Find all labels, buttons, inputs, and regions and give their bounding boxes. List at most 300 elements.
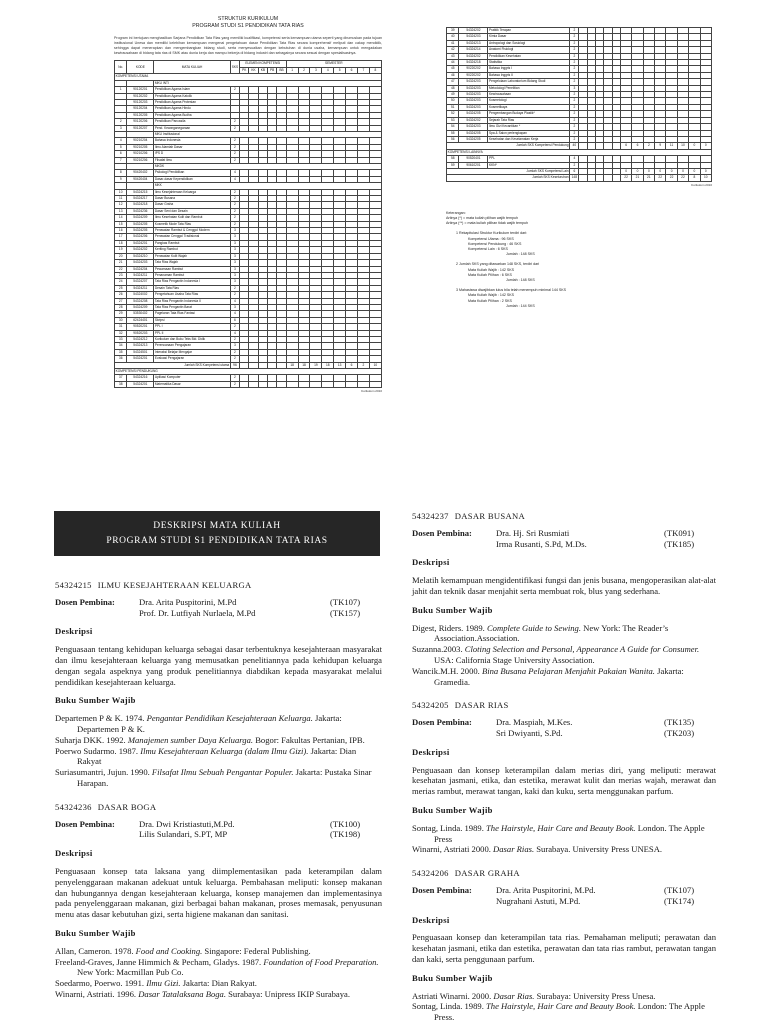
- row-no: 47: [447, 79, 459, 85]
- row-no: 2: [115, 119, 127, 125]
- row-sks: 3: [230, 272, 239, 278]
- summary-semester-total: 18: [286, 362, 298, 368]
- course-54324205: [412, 700, 716, 855]
- course-description: Penguasaan dan konsep keterampilan dalam merias diri, yang meliputi: merawat kesehatan jasmani, etika, dan estetika, merawat kulit dan merias wajah, merawat dan merias rambut, merawat tangan, kaki dan kuku, serta menggunakan parfum.: [412, 764, 716, 797]
- course-lecturers: Dosen Pembina: Dra. Hj. Sri Rusmiati (TK091) Irma Rusanti, S.Pd, M.Ds. (TK185): [412, 527, 695, 549]
- reference-item: Winarni, Astriati 2000. Dasar Rias. Surabaya. University Press UNESA.: [412, 844, 663, 855]
- row-kode: 54324202: [459, 28, 488, 34]
- row-no: 46: [447, 72, 459, 78]
- row-kode: 54324208: [127, 298, 154, 304]
- row-no: 50: [447, 98, 459, 104]
- reference-item: Poerwo Sudarmo. 1987. Ilmu Kesejahteraan Keluarga (dalam Ilmu Gizi). Jakarta: Dian Rakyat: [55, 745, 357, 767]
- row-sks: 3: [230, 343, 239, 349]
- grid-cell: [357, 381, 369, 387]
- row-sks: 6: [230, 317, 239, 323]
- reference-item: Soedarmo, Poerwo. 1991. Ilmu Gizi. Jakarta: Dian Rakyat.: [55, 978, 257, 989]
- summary-sks: 6: [570, 168, 579, 174]
- row-sks: 2: [570, 72, 579, 78]
- sem-2: 2: [298, 67, 310, 74]
- reference-item: Winarni, Astriati. 1996. Dasar Tatalaksana Boga. Surabaya: Unipress IKIP Surabaya.: [55, 988, 351, 999]
- row-mata-kuliah: Tata Rias Pengantin Indonesia I: [154, 279, 231, 285]
- course-description: Melatih kemampuan mengidentifikasi fungsi dan jenis busana, mengoperasikan alat-alat jahit dan teknik dasar menjahit serta membuat rok, blus yang sederhana.: [412, 575, 716, 596]
- sem-8: 8: [369, 67, 381, 74]
- sem-5: 5: [334, 67, 346, 74]
- row-mata-kuliah: Perawatan Cenggol Tradisional: [154, 234, 231, 240]
- row-no: 6: [115, 151, 127, 157]
- buku-heading: Buku Sumber Wajib: [55, 695, 136, 706]
- row-kode: 90210206: [127, 151, 154, 157]
- row-sks: 2: [570, 47, 579, 53]
- row-kode: 90220202: [459, 72, 488, 78]
- row-sks: 3: [230, 304, 239, 310]
- grid-cell: [346, 381, 358, 387]
- row-no: 31: [115, 324, 127, 330]
- summary-semester-total: 22: [655, 175, 666, 181]
- row-sks: 2: [230, 215, 239, 221]
- row-kode: 54324201: [127, 381, 154, 387]
- row-kode: 90120201: [127, 87, 154, 93]
- description-column-right: [412, 511, 716, 1024]
- col-elemen: ELEMEN KOMPETENSI: [240, 61, 287, 68]
- sem-7: 7: [357, 67, 369, 74]
- row-sks: 2: [570, 111, 579, 117]
- buku-heading: Buku Sumber Wajib: [412, 804, 493, 815]
- summary-semester-total: 11: [666, 143, 677, 149]
- row-kode: 54324215: [127, 189, 154, 195]
- row-mata-kuliah: Desain Tata Rias: [154, 285, 231, 291]
- row-mata-kuliah: Pangkas Rambut: [154, 240, 231, 246]
- row-kode: 54324203: [127, 260, 154, 266]
- col-semester: SEMESTER: [286, 61, 381, 68]
- summary-sks: 148: [571, 175, 577, 180]
- row-mata-kuliah: Praktik Terapan: [488, 28, 570, 34]
- row-kode: 90120206: [127, 119, 154, 125]
- row-mata-kuliah: PPL II: [154, 330, 231, 336]
- curriculum-sheet-left: [114, 16, 382, 393]
- summary-semester-total: 0: [677, 168, 688, 174]
- row-kode: 54324202: [459, 53, 488, 59]
- row-no: 27: [115, 298, 127, 304]
- row-kode: 54324002: [127, 292, 154, 298]
- course-heading: 54324205 DASAR RIAS: [412, 700, 509, 711]
- row-mata-kuliah: Kosmetik Mode Tata Rias: [154, 221, 231, 227]
- course-lecturers: Dosen Pembina: Dra. Arita Puspitorini, M.Pd. (TK107) Nugrahani Astuti, M.Pd. (TK174): [412, 884, 695, 906]
- row-sks: 2: [230, 292, 239, 298]
- row-no: 28: [115, 304, 127, 310]
- group-mku-inti: MKU INTI: [154, 80, 382, 86]
- note-line: Jumlah : 148 SKS: [506, 252, 535, 257]
- reference-list: [55, 946, 382, 1000]
- row-no: 8: [115, 170, 127, 176]
- row-no: 39: [447, 28, 459, 34]
- row-no: 40: [447, 34, 459, 40]
- reference-item: Sontag, Linda. 1989. The Hairstyle, Hair Care and Beauty Book. London: The Apple Press.: [412, 1001, 705, 1023]
- summary-semester-total: 21: [643, 175, 654, 181]
- row-kode: 54324236: [127, 208, 154, 214]
- row-mata-kuliah: PPL I: [154, 324, 231, 330]
- note-line: Mata Kuliah Pilihan : 2 SKS: [468, 298, 512, 303]
- row-sks: 2: [570, 28, 579, 34]
- row-mata-kuliah: Skripsi: [154, 317, 231, 323]
- row-mata-kuliah: Ilmu Kesehatan Kulit dan Rambut: [154, 215, 231, 221]
- col-mata-kuliah: MATA KULIAH: [154, 61, 231, 74]
- note-line: Mata Kuliah Wajib : 142 SKS: [468, 267, 515, 272]
- row-mata-kuliah: Penanaman Rambut: [154, 272, 231, 278]
- note-line: Kompetensi Lain : 6 SKS: [468, 246, 508, 251]
- row-kode: 54324205: [127, 228, 154, 234]
- kurikulum-note-right: Kurikulum 2010: [691, 182, 712, 187]
- row-mata-kuliah: Perawatan Rambut & Cenggol Modern: [154, 228, 231, 234]
- row-kode: 90120204: [127, 106, 154, 112]
- row-mata-kuliah: Ilmu Gizi Kecantikan *: [488, 124, 570, 130]
- row-kode: 54324209: [127, 304, 154, 310]
- row-kode: 54324209: [127, 215, 154, 221]
- row-mata-kuliah: Kosmetikaya: [488, 104, 570, 110]
- row-no: 53: [447, 117, 459, 123]
- group-lain: KOMPETENSI LAINNYA: [447, 149, 712, 155]
- banner-subtitle: PROGRAM STUDI S1 PENDIDIKAN TATA RIAS: [106, 536, 328, 546]
- summary-semester-total: 18: [322, 362, 334, 368]
- reference-item: Suzanna.2003. Cloting Selection and Personal, Appearance A Guide for Consumer. USA: California Stage University Association.: [412, 644, 700, 665]
- summary-semester-total: 2: [643, 143, 654, 149]
- summary-sks: 96: [230, 362, 239, 368]
- row-sks: 2: [230, 157, 239, 163]
- course-54324237: [412, 511, 716, 687]
- row-no: 9: [115, 176, 127, 182]
- summary-semester-total: 6: [620, 143, 631, 149]
- row-mata-kuliah: Kesehatan dan Keselamatan Kerja: [488, 136, 570, 142]
- row-sks: 2: [570, 66, 579, 72]
- row-kode: 54324203: [459, 79, 488, 85]
- row-no: 41: [447, 40, 459, 46]
- row-no: 51: [447, 104, 459, 110]
- row-sks: 2: [230, 221, 239, 227]
- row-kode: 54324218: [459, 60, 488, 66]
- summary-sks: 40: [570, 143, 579, 149]
- course-description: Penguasaan konsep dan keterampilan tata rias. Pemahaman meliputi; perawatan dan kesehatan jasmani, etika dan estetika, perawatan dan tata rias rambut, perawatan tangan dan kaki, serta penggunaan parfum.: [412, 932, 716, 964]
- note-line: 2 Jumlah SKS yang ditawarkan 148 SKS, terdiri dari: [456, 262, 540, 267]
- reference-item: Suriasumantri, Jujun. 1990. Filsafat Ilmu Sebuah Pengantar Populer. Jakarta: Pustaka Sinar Harapan.: [55, 767, 372, 788]
- row-mata-kuliah: Filsafat Ilmu: [154, 157, 231, 163]
- row-sks: 2: [570, 40, 579, 46]
- summary-label: Jumlah SKS Kompetensi utama: [115, 362, 231, 368]
- group-mku-inst: MKU Institusional: [154, 131, 382, 137]
- row-kode: 54324213: [459, 40, 488, 46]
- row-mata-kuliah: Keriting Rambut: [154, 247, 231, 253]
- row-no: 37: [115, 375, 127, 381]
- el-kb: KB: [258, 67, 267, 74]
- buku-heading: Buku Sumber Wajib: [412, 972, 493, 983]
- deskripsi-heading: Deskripsi: [55, 626, 93, 637]
- row-mata-kuliah: Anatomi Fisiologi: [488, 47, 570, 53]
- row-mata-kuliah: Bahasa Inggris I: [488, 66, 570, 72]
- row-kode: 54324201: [127, 240, 154, 246]
- course-description: Penguasaan konsep tata laksana yang diimplementasikan pada keterampilan dalam penyelenggaraan makanan adekuat untuk keluarga. Pembahasan meliputi: konsep makanan dan hubungannya dengan kesejahteraan keluarga, konsep manajemen dan implementasinya pada penyelenggaraan makanan, gizi berbagai bahan makanan, proses memasak, penyusunan menu atas dasar kebutuhan gizi, serta higiene makanan dan sanitasi.: [55, 865, 382, 920]
- note-line: 1 Rekapitulasi Struktur Kurikulum terdiri dari:: [456, 231, 528, 236]
- row-mata-kuliah: Dasar-dasar Kependidikan: [154, 176, 231, 182]
- note-line: Mata Kuliah Wajib : 142 SKS: [468, 293, 515, 298]
- summary-semester-total: 0: [700, 143, 711, 149]
- row-no: 24: [115, 279, 127, 285]
- row-no: 32: [115, 330, 127, 336]
- summary-semester-total: 0: [689, 168, 700, 174]
- row-sks: 2: [230, 125, 239, 131]
- row-mata-kuliah: Tata Rias Wajah: [154, 260, 231, 266]
- row-sks: 2: [230, 151, 239, 157]
- grid-cell: [277, 381, 286, 387]
- summary-semester-total: 21: [632, 175, 643, 181]
- row-kode: 90520201: [127, 324, 154, 330]
- row-kode: 54324501: [127, 349, 154, 355]
- row-sks: 2: [230, 144, 239, 150]
- row-kode: 54324202: [459, 117, 488, 123]
- row-mata-kuliah: IPS D: [154, 151, 231, 157]
- row-sks: 4: [570, 156, 579, 162]
- course-heading: 54324237 DASAR BUSANA: [412, 511, 525, 521]
- notes-heading: Keterangan:: [446, 210, 466, 215]
- row-no: 11: [115, 196, 127, 202]
- reference-item: Freeland-Graves, Janne Himmich & Pecham, Gladys. 1987. Foundation of Food Preparation. New York: Macmillan Pub Co.: [55, 956, 379, 978]
- row-mata-kuliah: Interaksi Belajar Mengajar: [154, 349, 231, 355]
- row-mata-kuliah: Perawatan Kulit Wajah: [154, 253, 231, 259]
- row-mata-kuliah: Spa & Salon perlengkapan: [488, 130, 570, 136]
- row-sks: 3: [230, 253, 239, 259]
- curriculum-notes: [446, 211, 712, 309]
- row-no: 42: [447, 47, 459, 53]
- summary-semester-total: 22: [620, 175, 631, 181]
- row-no: 4: [115, 138, 127, 144]
- buku-heading: Buku Sumber Wajib: [55, 927, 136, 938]
- row-no: 17: [115, 234, 127, 240]
- row-kode: 90120207: [127, 125, 154, 131]
- row-no: 12: [115, 202, 127, 208]
- grid-cell: [286, 381, 298, 387]
- note-line: Kompetensi Utama : 96 SKS: [468, 236, 514, 241]
- row-sks: 4: [230, 311, 239, 317]
- row-mata-kuliah: Pendidikan Agama Islam: [154, 87, 231, 93]
- row-mata-kuliah: Pend. Kewarganegaraan: [154, 125, 231, 131]
- row-mata-kuliah: Matematika Dasar: [154, 381, 231, 387]
- row-sks: 2: [230, 381, 239, 387]
- summary-semester-total: 6: [346, 362, 358, 368]
- row-mata-kuliah: Pengetahuan Usaha Tata Rias: [154, 292, 231, 298]
- row-mata-kuliah: PPL: [488, 156, 570, 162]
- grid-cell: [240, 381, 249, 387]
- row-sks: 3: [230, 234, 239, 240]
- row-no: 45: [447, 66, 459, 72]
- row-kode: 54324206: [127, 234, 154, 240]
- row-no: 35: [115, 349, 127, 355]
- row-kode: 54324213: [127, 343, 154, 349]
- row-no: 30: [115, 317, 127, 323]
- row-no: 55: [447, 130, 459, 136]
- row-kode: 54324217: [127, 196, 154, 202]
- row-mata-kuliah: Pengembangan Budaya Plastik*: [488, 111, 570, 117]
- row-mata-kuliah: Pendidikan Agama Hindu: [154, 106, 231, 112]
- row-kode: 54324218: [127, 202, 154, 208]
- grid-cell: [258, 381, 267, 387]
- row-sks: 2: [570, 60, 579, 66]
- row-no: 43: [447, 53, 459, 59]
- row-sks: 2: [230, 375, 239, 381]
- row-mata-kuliah: Statistika: [488, 60, 570, 66]
- course-heading: 54324236 DASAR BOGA: [55, 801, 157, 812]
- row-kode: 90120202: [127, 93, 154, 99]
- kurikulum-note: Kurikulum 2010: [361, 389, 382, 394]
- reference-item: Departemen P & K. 1974. Pengantar Pendidikan Kesejahteraan Keluarga. Jakarta: Departemen P & K.: [55, 713, 342, 734]
- grid-cell: [298, 381, 310, 387]
- row-no: 23: [115, 272, 127, 278]
- course-54324215: [55, 580, 382, 789]
- row-sks: 2: [230, 119, 239, 125]
- course-lecturers: Dosen Pembina: Dra. Dwi Kristiastuti,M.Pd. (TK100) Lilis Sulandari, S.PT, MP (TK198): [55, 818, 361, 840]
- row-mata-kuliah: Dasar Graha: [154, 202, 231, 208]
- row-kode: 53530402: [127, 311, 154, 317]
- summary-row-total: [447, 175, 712, 181]
- row-sks: 3: [570, 85, 579, 91]
- row-sks: 2: [570, 124, 579, 130]
- row-kode: 54324203: [459, 92, 488, 98]
- row-kode: 54324203: [459, 34, 488, 40]
- row-mata-kuliah: Pewarnaan Rambut: [154, 266, 231, 272]
- banner-title: DESKRIPSI MATA KULIAH: [153, 521, 281, 531]
- summary-semester-total: 8: [689, 175, 700, 181]
- description-column-left: [55, 580, 382, 1013]
- reference-list: [412, 991, 716, 1023]
- row-sks: 3: [230, 260, 239, 266]
- row-mata-kuliah: Kosmetologi: [488, 98, 570, 104]
- summary-label: Jumlah SKS Keseluruhan: [447, 175, 570, 181]
- row-no: 3: [115, 125, 127, 131]
- row-sks: 2: [230, 202, 239, 208]
- row-sks: 2: [570, 92, 579, 98]
- row-kode: 54324212: [127, 336, 154, 342]
- row-sks: 2: [570, 53, 579, 59]
- row-kode: 54324207: [127, 279, 154, 285]
- row-no: 16: [115, 228, 127, 234]
- summary-semester-total: 2: [357, 362, 369, 368]
- row-sks: 3: [230, 247, 239, 253]
- row-kode: 54324211: [127, 285, 154, 291]
- row-kode: 90520203: [127, 330, 154, 336]
- note-line: Mata Kuliah Pilihan : 6 SKS: [468, 272, 512, 277]
- grid-cell: [322, 381, 334, 387]
- reference-item: Allan, Cameron. 1978. Food and Cooking. Singapore: Federal Publishing.: [55, 945, 311, 956]
- reference-list: [412, 823, 716, 855]
- row-kode: 54324205: [459, 136, 488, 142]
- summary-semester-total: 18: [298, 362, 310, 368]
- row-sks: 4: [230, 330, 239, 336]
- row-no: 21: [115, 260, 127, 266]
- reference-item: Suharja DKK. 1992. Manajemen sumber Daya Keluarga. Bogor: Fakultas Pertanian, IPB.: [55, 734, 365, 745]
- sem-6: 6: [346, 67, 358, 74]
- buku-heading: Buku Sumber Wajib: [412, 604, 493, 615]
- row-mata-kuliah: Kimia Dasar: [488, 34, 570, 40]
- row-no: 48: [447, 85, 459, 91]
- summary-semester-total: 10: [677, 143, 688, 149]
- row-sks: 4: [230, 176, 239, 182]
- grid-cell: [596, 175, 604, 181]
- summary-label: Jumlah SKS Kompetensi Pendukung: [447, 143, 570, 149]
- row-sks: 2: [230, 349, 239, 355]
- course-description: Penguasaan tentang kehidupan keluarga sebagai dasar terbentuknya kesejahteraan masyarakat dan ilmu kesejahteraan keluarga yang memusatkan penelitiannya pada kehidupan keluarga dengan segala aspeknya yang produk penelitiannya diabdikan kepada masyarakat melalui pendidikan kesejahteraan keluarga.: [55, 644, 382, 687]
- row-kode: 90120203: [127, 99, 154, 105]
- deskripsi-heading: Deskripsi: [412, 746, 450, 757]
- row-no: 34: [115, 343, 127, 349]
- summary-semester-total: 10: [369, 362, 381, 368]
- row-no: 52: [447, 111, 459, 117]
- grid-cell: [267, 381, 276, 387]
- grid-cell: [369, 381, 381, 387]
- row-sks: 4: [230, 298, 239, 304]
- row-kode: 54324210: [127, 253, 154, 259]
- row-mata-kuliah: Pendidikan Kesehatan: [488, 53, 570, 59]
- row-no: 59: [447, 162, 459, 168]
- grid-cell: [604, 175, 612, 181]
- row-sks: 2: [570, 79, 579, 85]
- reference-item: Sontag, Linda. 1989. The Hairstyle, Hair Care and Beauty Book. London. The Apple Press: [412, 822, 705, 844]
- row-mata-kuliah: Kurikulum dan Buku Teks Bid. Didik: [154, 336, 231, 342]
- course-lecturers: Dosen Pembina: Dra. Maspiah, M.Kes. (TK135) Sri Dwiyanti, S.Pd. (TK203): [412, 717, 695, 738]
- row-mata-kuliah: Ilmu Alamiah Dasar: [154, 144, 231, 150]
- row-no: 25: [115, 285, 127, 291]
- sheet-title: STRUKTUR KURIKULUM PROGRAM STUDI S1 PENDIDIKAN TATA RIAS: [192, 16, 304, 29]
- row-no: 38: [115, 381, 127, 387]
- summary-semester-total: 6: [632, 143, 643, 149]
- note-line: Artinya (**) = mata kuliah pilihan tidak wajib tempuh: [446, 221, 528, 226]
- row-sks: 2: [570, 98, 579, 104]
- col-sks: SKS: [230, 61, 239, 74]
- row-no: 13: [115, 208, 127, 214]
- el-bb: BB: [277, 67, 286, 74]
- note-line: Jumlah : 144 SKS: [506, 303, 535, 308]
- row-kode: 54324202: [127, 247, 154, 253]
- row-mata-kuliah: KKN*: [488, 162, 570, 168]
- row-kode: 54324205: [459, 130, 488, 136]
- row-mata-kuliah: Evaluasi Pengajaran: [154, 356, 231, 362]
- row-kode: 54324203: [459, 104, 488, 110]
- row-mata-kuliah: Kewirausahaan: [488, 92, 570, 98]
- row-no: 58: [447, 156, 459, 162]
- row-no: 44: [447, 60, 459, 66]
- summary-semester-total: 0: [643, 168, 654, 174]
- row-no: 26: [115, 292, 127, 298]
- row-sks: 2: [570, 136, 579, 142]
- grid-cell: [587, 175, 595, 181]
- summary-semester-total: 10: [700, 175, 711, 181]
- summary-semester-total: 0: [655, 168, 666, 174]
- row-mata-kuliah: Sejarah Tata Rias: [488, 117, 570, 123]
- row-kode: 54324203: [459, 124, 488, 130]
- section-banner: [54, 511, 380, 556]
- summary-semester-total: 13: [334, 362, 346, 368]
- row-kode: 54324203: [459, 98, 488, 104]
- row-sks: 2: [570, 117, 579, 123]
- sem-3: 3: [310, 67, 322, 74]
- reference-item: Wancik.M.H. 2000. Bina Busana Pelajaran Menjahit Pakaian Wanita. Jakarta: Gramedia.: [412, 665, 684, 687]
- curriculum-row: [115, 381, 382, 387]
- summary-semester-total: 22: [677, 175, 688, 181]
- row-no: 7: [115, 157, 127, 163]
- row-no: 14: [115, 215, 127, 221]
- row-sks: 2: [230, 336, 239, 342]
- grid-cell: [579, 175, 587, 181]
- row-no: 22: [115, 266, 127, 272]
- row-sks: 2: [230, 324, 239, 330]
- row-sks: 3: [230, 279, 239, 285]
- row-kode: 90210206: [127, 157, 154, 163]
- group-utama: KOMPETENSI UTAMA: [115, 74, 382, 80]
